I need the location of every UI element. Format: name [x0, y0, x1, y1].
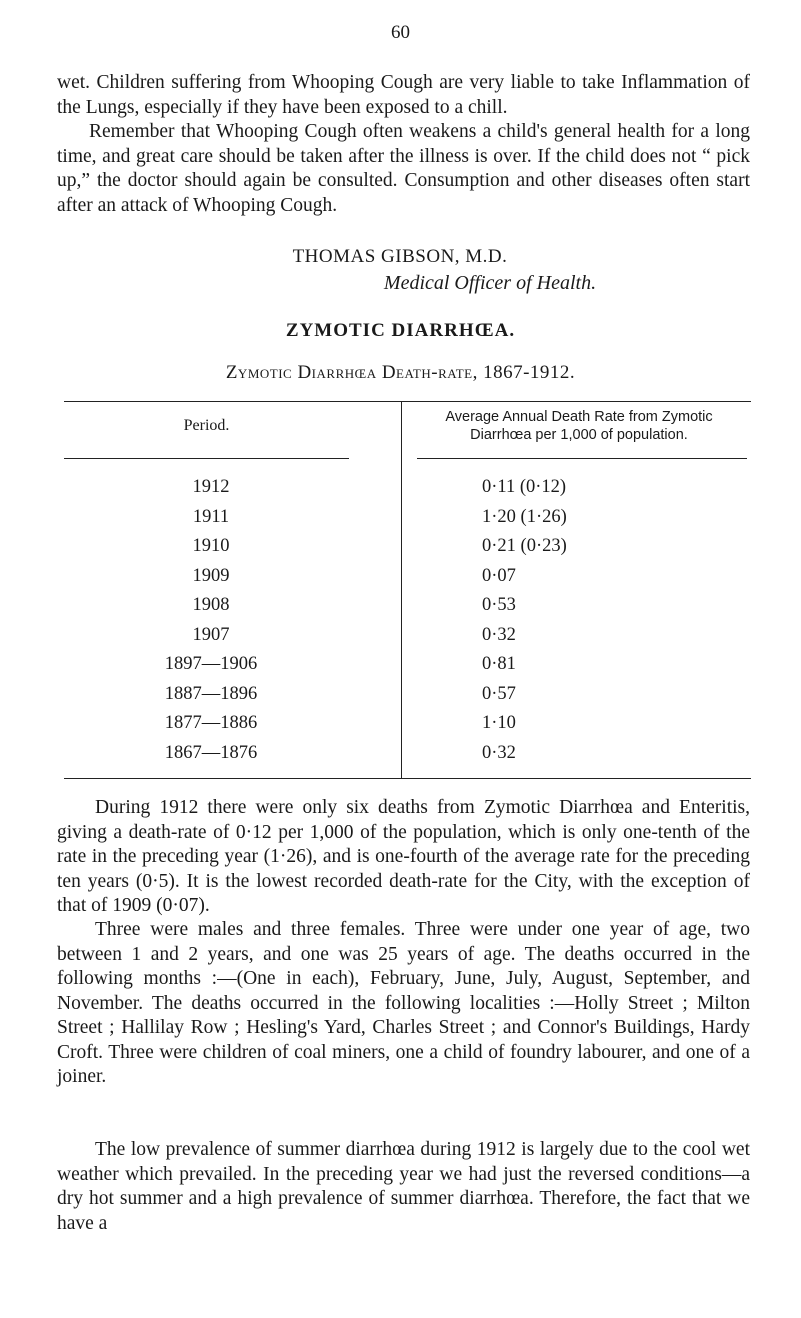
cell-rate: 0·53	[482, 595, 516, 615]
cell-rate: 0·32	[482, 624, 516, 645]
cell-period: 1897—1906	[164, 654, 258, 674]
table-row	[64, 477, 751, 507]
cell-rate: 0·11 (0·12)	[482, 477, 567, 497]
cell-period: 1911	[192, 506, 230, 527]
table-row	[64, 743, 751, 773]
cell-period: 1887—1896	[164, 683, 258, 704]
paragraph-death-rate-1912: During 1912 there were only six deaths from Zymotic Diarrhœa and Enteritis, giving a death-rate of 0·12 per 1,000 of the population, which is only one-tenth of the rate in the preceding year (1·26), and is one-fourth of the average rate for the preceding ten years (0·5). It is the lowest recorded death-rate for the City, with the exception of that of 1909 (0·07).	[57, 797, 750, 916]
table-caption: Zymotic Diarrhœa Death-rate, 1867-1912.	[225, 362, 576, 383]
table-row	[64, 654, 751, 684]
cell-rate: 1·20 (1·26)	[482, 506, 567, 527]
table-header-rule-left	[64, 458, 349, 459]
table-row	[64, 684, 751, 714]
table-top-rule	[64, 401, 751, 402]
cell-period: 1909	[192, 565, 230, 586]
table-row	[64, 536, 751, 566]
cell-rate: 0·07	[482, 565, 516, 586]
table-row	[64, 625, 751, 655]
table-header-period: Period.	[183, 417, 230, 434]
table-row	[64, 507, 751, 537]
table-header-rate-line1: Average Annual Death Rate from Zymotic	[445, 409, 713, 425]
table-row	[64, 713, 751, 743]
paragraph-low-prevalence: The low prevalence of summer diarrhœa during 1912 is largely due to the cool wet weather which prevailed. In the preceding year we had just the reversed conditions—a dry hot summer and a high prevalence of summer diarrhœa. Therefore, the fact that we have a	[57, 1139, 750, 1234]
cell-rate: 0·21 (0·23)	[482, 536, 567, 556]
cell-rate: 0·57	[482, 683, 516, 704]
table-row	[64, 595, 751, 625]
cell-rate: 0·32	[482, 742, 516, 763]
cell-period: 1877—1886	[164, 713, 258, 733]
cell-period: 1867—1876	[164, 742, 258, 763]
cell-rate: 1·10	[482, 713, 516, 733]
cell-period: 1912	[192, 477, 230, 497]
cell-period: 1910	[192, 536, 230, 556]
cell-rate: 0·81	[482, 654, 516, 674]
table-row	[64, 566, 751, 596]
cell-period: 1908	[192, 595, 230, 615]
table-header-rule-right	[417, 458, 747, 459]
table-bottom-rule	[64, 778, 751, 779]
cell-period: 1907	[192, 624, 230, 645]
death-rate-table	[64, 401, 751, 779]
section-heading: ZYMOTIC DIARRHŒA.	[285, 320, 516, 341]
paragraph-deaths-details: Three were males and three females. Three were under one year of age, two between 1 and 2 years, and one was 25 years of age. The deaths occurred in the following months :—(One in each), February, June, July, August, September, and November. The deaths occurred in the following localities :—Holly Street ; Milton Street ; Hallilay Row ; Hesling's Yard, Charles Street ; and Connor's Buildings, Hardy Croft. Three were children of coal miners, one a child of foundry labourer, and one of a joiner.	[57, 919, 750, 1087]
paragraph-whooping-cough-advice: Remember that Whooping Cough often weakens a child's general health for a long time, and great care should be taken after the illness is over. If the child does not “ pick up,” the doctor should again be consulted. Consumption and other diseases often start after an attack of Whooping Cough.	[57, 121, 750, 216]
table-body	[64, 477, 751, 772]
page-number: 60	[391, 22, 410, 43]
table-header-rate-line2: Diarrhœa per 1,000 of population.	[470, 427, 688, 443]
signature-title: Medical Officer of Health.	[383, 272, 597, 294]
table-header-rate	[409, 408, 749, 444]
signature-name: THOMAS GIBSON, M.D.	[292, 246, 508, 267]
paragraph-whooping-cough-chill: wet. Children suffering from Whooping Cough are very liable to take Inflammation of the Lungs, especially if they have been exposed to a chill.	[57, 72, 750, 118]
